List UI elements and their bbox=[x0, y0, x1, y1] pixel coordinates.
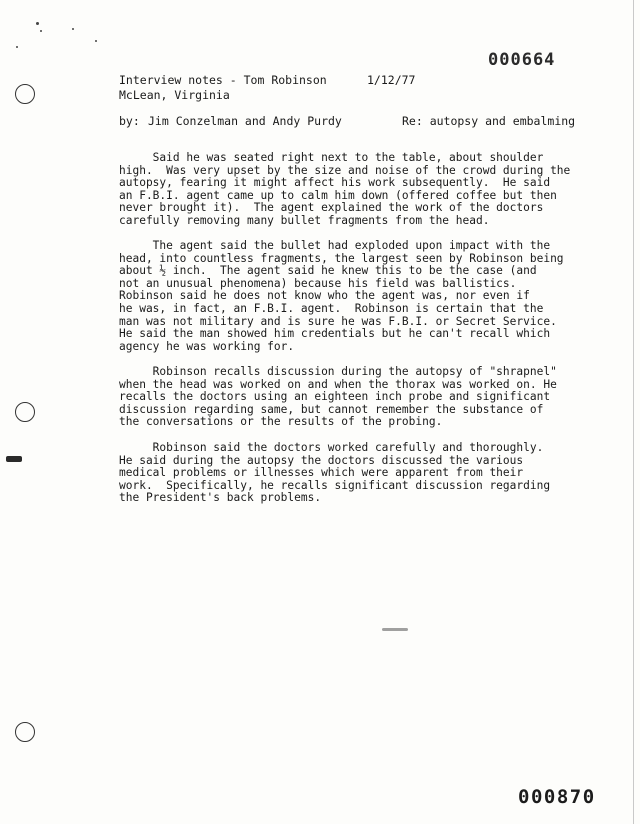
paragraph-2: The agent said the bullet had exploded upon impact with the head, into countless fragments, the largest seen by Robinson being about ½ inch. The agent said he knew this to be the case (and not an unusual phenomena) because his field was ballistics. Robinson said he does not know who the agent was, nor even if he was, in fact, an F.B.I. agent. Robinson is certain that the man was not military and is sure he was F.B.I. or Secret Service. He said the man showed him credentials but he can't recall which agency he was working for. bbox=[119, 239, 564, 353]
paragraph-4: Robinson said the doctors worked carefully and thoroughly. He said during the autopsy the doctors discussed the various medical problems or illnesses which were apparent from their work. Specifically, he recalls significant discussion regarding the President's back problems. bbox=[119, 441, 551, 505]
speck bbox=[95, 40, 97, 42]
page-number-stamp-top: 000664 bbox=[488, 50, 556, 70]
punch-hole-top bbox=[15, 84, 35, 104]
punch-hole-middle bbox=[15, 402, 35, 422]
ink-smudge bbox=[382, 628, 408, 631]
speck bbox=[16, 46, 18, 48]
speck bbox=[40, 30, 42, 32]
document-date: 1/12/77 bbox=[367, 73, 416, 87]
punch-hole-bottom bbox=[15, 722, 35, 742]
authors: Jim Conzelman and Andy Purdy bbox=[148, 114, 342, 128]
by-label: by: bbox=[119, 114, 140, 128]
paragraph-1: Said he was seated right next to the table, about shoulder high. Was very upset by the size and noise of the crowd during the autopsy, fearing it might affect his work subsequently. He said an F.B.I. agent came up to calm him down (offered coffee but then never brought it). The agent explained the work of the doctors carefully removing many bullet fragments from the head. bbox=[119, 151, 571, 227]
speck bbox=[72, 28, 74, 30]
subject-line: Re: autopsy and embalming bbox=[402, 114, 576, 128]
page-number-stamp-bottom: 000870 bbox=[518, 786, 596, 808]
document-title: Interview notes - Tom Robinson bbox=[119, 73, 327, 87]
paragraph-3: Robinson recalls discussion during the autopsy of "shrapnel" when the head was worked on and when the thorax was worked on. He recalls the doctors using an eighteen inch probe and significant discussion regarding same, but cannot remember the substance of the conversations or the results of the probing. bbox=[119, 365, 557, 429]
speck bbox=[36, 22, 39, 25]
margin-mark bbox=[6, 456, 22, 462]
page-edge bbox=[633, 0, 634, 824]
document-location: McLean, Virginia bbox=[119, 88, 230, 102]
